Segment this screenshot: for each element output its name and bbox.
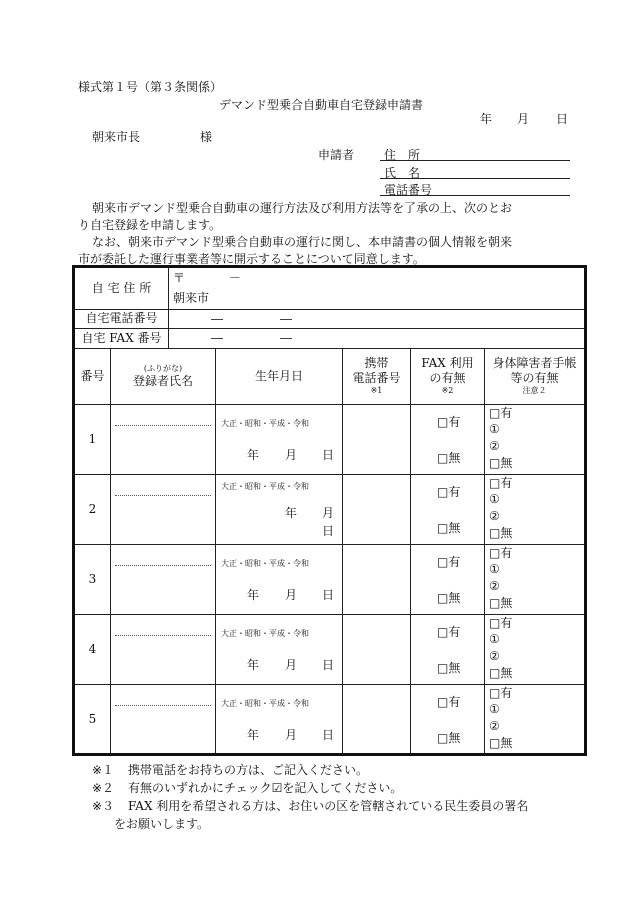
registrant-name-input[interactable] — [111, 685, 215, 753]
disability-yes-checkbox[interactable]: □有 — [489, 546, 513, 560]
disability-yes-checkbox[interactable]: □有 — [489, 686, 513, 700]
note-3-mark: ※３ — [92, 799, 115, 813]
home-phone-dash-1: ― — [211, 312, 223, 326]
mobile-label-1: 携帯 — [364, 356, 389, 370]
note-2-mark: ※２ — [92, 781, 115, 795]
registrant-name-input[interactable] — [111, 615, 215, 684]
registrant-name-input[interactable] — [111, 405, 215, 474]
disability-option-2[interactable]: ② — [489, 719, 500, 733]
fax-no-checkbox[interactable]: □無 — [437, 451, 461, 465]
fax-yes-checkbox[interactable]: □有 — [437, 695, 461, 709]
mobile-input[interactable] — [343, 685, 410, 753]
mobile-input[interactable] — [343, 615, 410, 684]
fax-no-checkbox[interactable]: □無 — [437, 521, 461, 535]
birth-month-label: 月 — [285, 588, 298, 602]
disability-yes-checkbox[interactable]: □有 — [489, 476, 513, 490]
fax-no-checkbox[interactable]: □無 — [437, 661, 461, 675]
postal-dash: － — [229, 271, 242, 285]
home-fax-input[interactable] — [169, 328, 583, 348]
home-address-input[interactable] — [169, 268, 583, 309]
home-fax-dash-1: ― — [211, 331, 223, 345]
home-phone-label: 自宅電話番号 — [85, 311, 158, 325]
registration-table — [72, 265, 587, 756]
phone-label: 電話番号 — [384, 183, 433, 197]
postal-mark: 〒 — [173, 271, 186, 285]
home-fax-label: 自宅 FAX 番号 — [81, 330, 162, 345]
disability-no-checkbox[interactable]: □無 — [489, 736, 513, 750]
address-field[interactable] — [380, 146, 570, 161]
form-number: 様式第１号（第３条関係） — [78, 80, 223, 94]
registrant-name-input[interactable] — [111, 545, 215, 614]
disability-no-checkbox[interactable]: □無 — [489, 526, 513, 540]
era-options: 大正・昭和・平成・令和 — [221, 419, 309, 428]
mobile-note: ※1 — [370, 386, 383, 395]
mobile-label-2: 電話番号 — [352, 371, 401, 385]
birth-month-label: 月 — [285, 448, 298, 462]
disability-label-2: 等の有無 — [510, 371, 559, 385]
fax-note: ※2 — [441, 386, 454, 395]
mobile-input[interactable] — [343, 405, 410, 474]
birth-year-label: 年 — [247, 448, 260, 462]
name-label: 氏 名 — [384, 166, 421, 180]
disability-option-2[interactable]: ② — [489, 439, 500, 453]
col-name-header — [111, 348, 215, 404]
mobile-input[interactable] — [343, 545, 410, 614]
era-options: 大正・昭和・平成・令和 — [221, 629, 309, 638]
row-number: 2 — [88, 502, 97, 516]
fax-no-checkbox[interactable]: □無 — [437, 591, 461, 605]
disability-label-1: 身体障害者手帳 — [492, 356, 577, 370]
fax-yes-checkbox[interactable]: □有 — [437, 625, 461, 639]
date-month-label: 月 — [517, 112, 530, 126]
disability-option-1[interactable]: ① — [489, 562, 500, 576]
registrant-name-label: 登録者氏名 — [132, 373, 193, 388]
fax-label-2: の有無 — [429, 371, 466, 385]
address-label: 住 所 — [384, 148, 421, 162]
registrant-name-input[interactable] — [111, 475, 215, 544]
col-number-header: 番号 — [80, 368, 105, 383]
era-options: 大正・昭和・平成・令和 — [221, 699, 309, 708]
disability-no-checkbox[interactable]: □無 — [489, 456, 513, 470]
disability-option-1[interactable]: ① — [489, 632, 500, 646]
city-name: 朝来市 — [173, 291, 210, 305]
disability-yes-checkbox[interactable]: □有 — [489, 616, 513, 630]
note-2-text: 有無のいずれかにチェック☑を記入してください。 — [128, 781, 403, 795]
birth-year-label: 年 — [285, 506, 298, 520]
disability-option-2[interactable]: ② — [489, 509, 500, 523]
home-fax-dash-2: ― — [280, 331, 292, 345]
fax-yes-checkbox[interactable]: □有 — [437, 485, 461, 499]
birth-day-label: 日 — [322, 524, 335, 538]
body-line-2: り自宅登録を申請します。 — [78, 218, 222, 232]
birth-day-label: 日 — [322, 448, 335, 462]
home-phone-dash-2: ― — [280, 312, 292, 326]
col-disability-header — [485, 348, 584, 404]
home-address-label: 自 宅 住 所 — [91, 281, 152, 295]
page-title: デマンド型乗合自動車自宅登録申請書 — [219, 98, 424, 112]
row-number: 5 — [88, 711, 97, 726]
mobile-input[interactable] — [343, 475, 410, 544]
birth-day-label: 日 — [322, 658, 335, 672]
disability-option-1[interactable]: ① — [489, 702, 500, 716]
row-number: 3 — [88, 572, 97, 586]
disability-no-checkbox[interactable]: □無 — [489, 666, 513, 680]
disability-option-1[interactable]: ① — [489, 422, 500, 436]
row-number: 1 — [88, 432, 97, 446]
birth-month-label: 月 — [285, 728, 298, 742]
disability-option-2[interactable]: ② — [489, 649, 500, 663]
disability-no-checkbox[interactable]: □無 — [489, 596, 513, 610]
fax-no-checkbox[interactable]: □無 — [437, 731, 461, 745]
fax-yes-checkbox[interactable]: □有 — [437, 555, 461, 569]
birth-day-label: 日 — [322, 728, 335, 742]
birth-month-label: 月 — [322, 506, 335, 520]
disability-option-2[interactable]: ② — [489, 579, 500, 593]
note-3-continuation: をお願いします。 — [114, 817, 210, 831]
birth-day-label: 日 — [322, 588, 335, 602]
birth-month-label: 月 — [285, 658, 298, 672]
era-options: 大正・昭和・平成・令和 — [221, 559, 309, 568]
birth-year-label: 年 — [247, 658, 260, 672]
disability-option-1[interactable]: ① — [489, 492, 500, 506]
body-line-4: 市が委託した運行事業者等に開示することについて同意します。 — [78, 252, 425, 266]
col-mobile-header — [343, 348, 410, 404]
era-options: 大正・昭和・平成・令和 — [221, 482, 309, 491]
name-field[interactable] — [380, 164, 570, 179]
row-number: 4 — [88, 642, 97, 656]
body-line-1: 朝来市デマンド型乗合自動車の運行方法及び利用方法等を了承の上、次のとお — [92, 201, 513, 215]
note-3-text: FAX 利用を希望される方は、お住いの区を管轄されている民生委員の署名 — [128, 799, 529, 813]
col-birthdate-header: 生年月日 — [254, 368, 303, 383]
col-fax-header — [411, 348, 484, 404]
note-1-mark: ※１ — [92, 763, 115, 777]
disability-note: 注意２ — [522, 386, 547, 395]
body-line-3: なお、朝来市デマンド型乗合自動車の運行に関し、本申請書の個人情報を朝来 — [92, 235, 513, 249]
date-year-label: 年 — [480, 112, 493, 126]
applicant-label: 申請者 — [318, 148, 355, 162]
home-phone-input[interactable] — [169, 309, 583, 328]
birth-year-label: 年 — [247, 728, 260, 742]
fax-label-1: FAX 利用 — [421, 356, 474, 370]
furigana-label: (ふりがな) — [143, 363, 183, 373]
addressee: 朝来市長 — [92, 130, 141, 144]
disability-yes-checkbox[interactable]: □有 — [489, 406, 513, 420]
phone-field[interactable] — [380, 181, 570, 196]
birth-year-label: 年 — [247, 588, 260, 602]
date-day-label: 日 — [556, 112, 569, 126]
fax-yes-checkbox[interactable]: □有 — [437, 415, 461, 429]
honorific: 様 — [200, 130, 213, 144]
note-1-text: 携帯電話をお持ちの方は、ご記入ください。 — [128, 763, 369, 777]
